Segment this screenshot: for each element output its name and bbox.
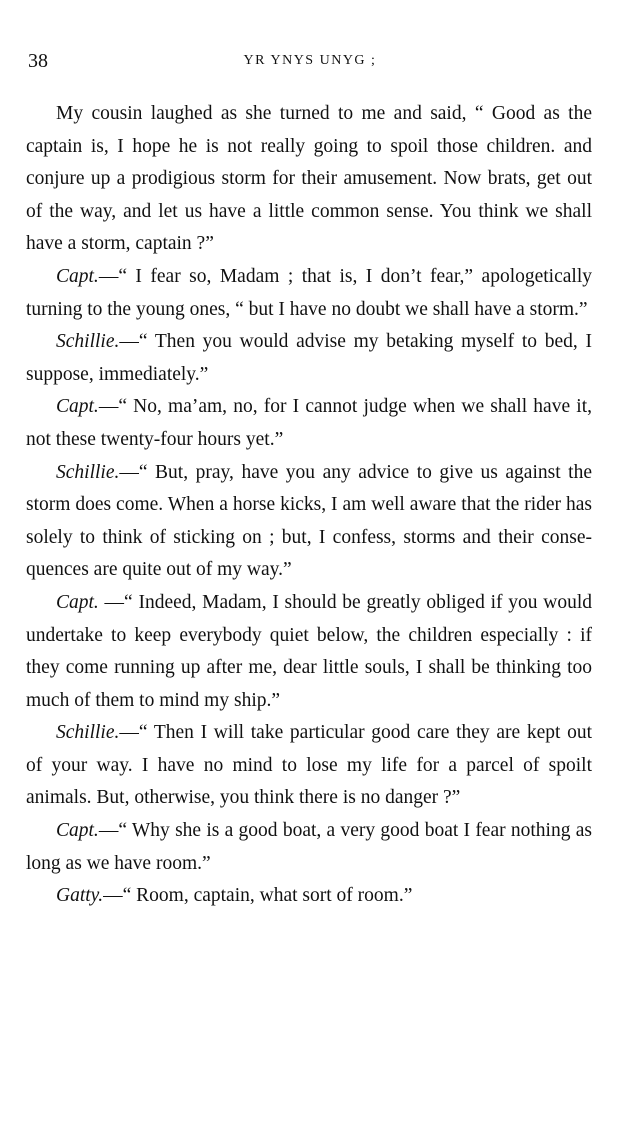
speaker-name: Schillie. [56,461,120,483]
speaker-name: Gatty. [56,885,104,907]
dialogue-paragraph [26,880,592,913]
dialogue-text: —“ Why she is a good boat, a very good boat I fear nothing as long as we have room.” [26,820,592,874]
body-text [26,98,592,913]
dialogue-paragraph [26,815,592,880]
dialogue-paragraph [26,587,592,717]
speaker-name: Capt. [56,265,99,287]
page-number: 38 [28,50,48,72]
dialogue-text: —“ Then you would advise my betaking myself to bed, I suppose, immediately.” [26,331,592,385]
dialogue-text: —“ But, pray, have you any advice to give us against the storm does come. When a horse kicks, I am well aware that the rider has solely to think of sticking on ; but, I confess, storms and their consequences are quite out of my way.” [26,461,592,581]
dialogue-text: —“ Room, captain, what sort of room.” [103,885,413,907]
page-header [28,50,592,74]
paragraph [26,98,592,261]
speaker-name: Capt. [56,820,99,842]
dialogue-paragraph [26,261,592,326]
dialogue-paragraph [26,717,592,815]
dialogue-text: —“ Indeed, Madam, I should be greatly obliged if you would undertake to keep everybody quiet below, the children especially : if they come running up after me, dear little souls, I shall be thinking too much of them to mind my ship.” [26,591,592,711]
speaker-name: Schillie. [56,722,120,744]
speaker-name: Capt. [56,591,99,613]
speaker-name: Capt. [56,396,99,418]
running-title: YR YNYS UNYG ; [243,53,377,68]
dialogue-paragraph [26,326,592,391]
paragraph-text: My cousin laughed as she turned to me and said, “ Good as the captain is, I hope he is not really going to spoil those children. and conjure up a prodigious storm for their amusement. Now brats, get out of the way, and let us have a little common sense. You think we shall have a storm, captain ?” [26,103,592,255]
dialogue-paragraph [26,391,592,456]
speaker-name: Schillie. [56,331,120,353]
dialogue-text: —“ No, ma’am, no, for I cannot judge when we shall have it, not these twenty-four hours yet.” [26,396,592,450]
dialogue-text: —“ Then I will take particular good care they are kept out of your way. I have no mind to lose my life for a parcel of spoilt animals. But, otherwise, you think there is no danger ?” [26,722,592,809]
dialogue-text: —“ I fear so, Madam ; that is, I don’t fear,” apologetically turning to the young ones, “ but I have no doubt we shall have a storm.” [26,265,592,320]
dialogue-paragraph [26,457,592,587]
